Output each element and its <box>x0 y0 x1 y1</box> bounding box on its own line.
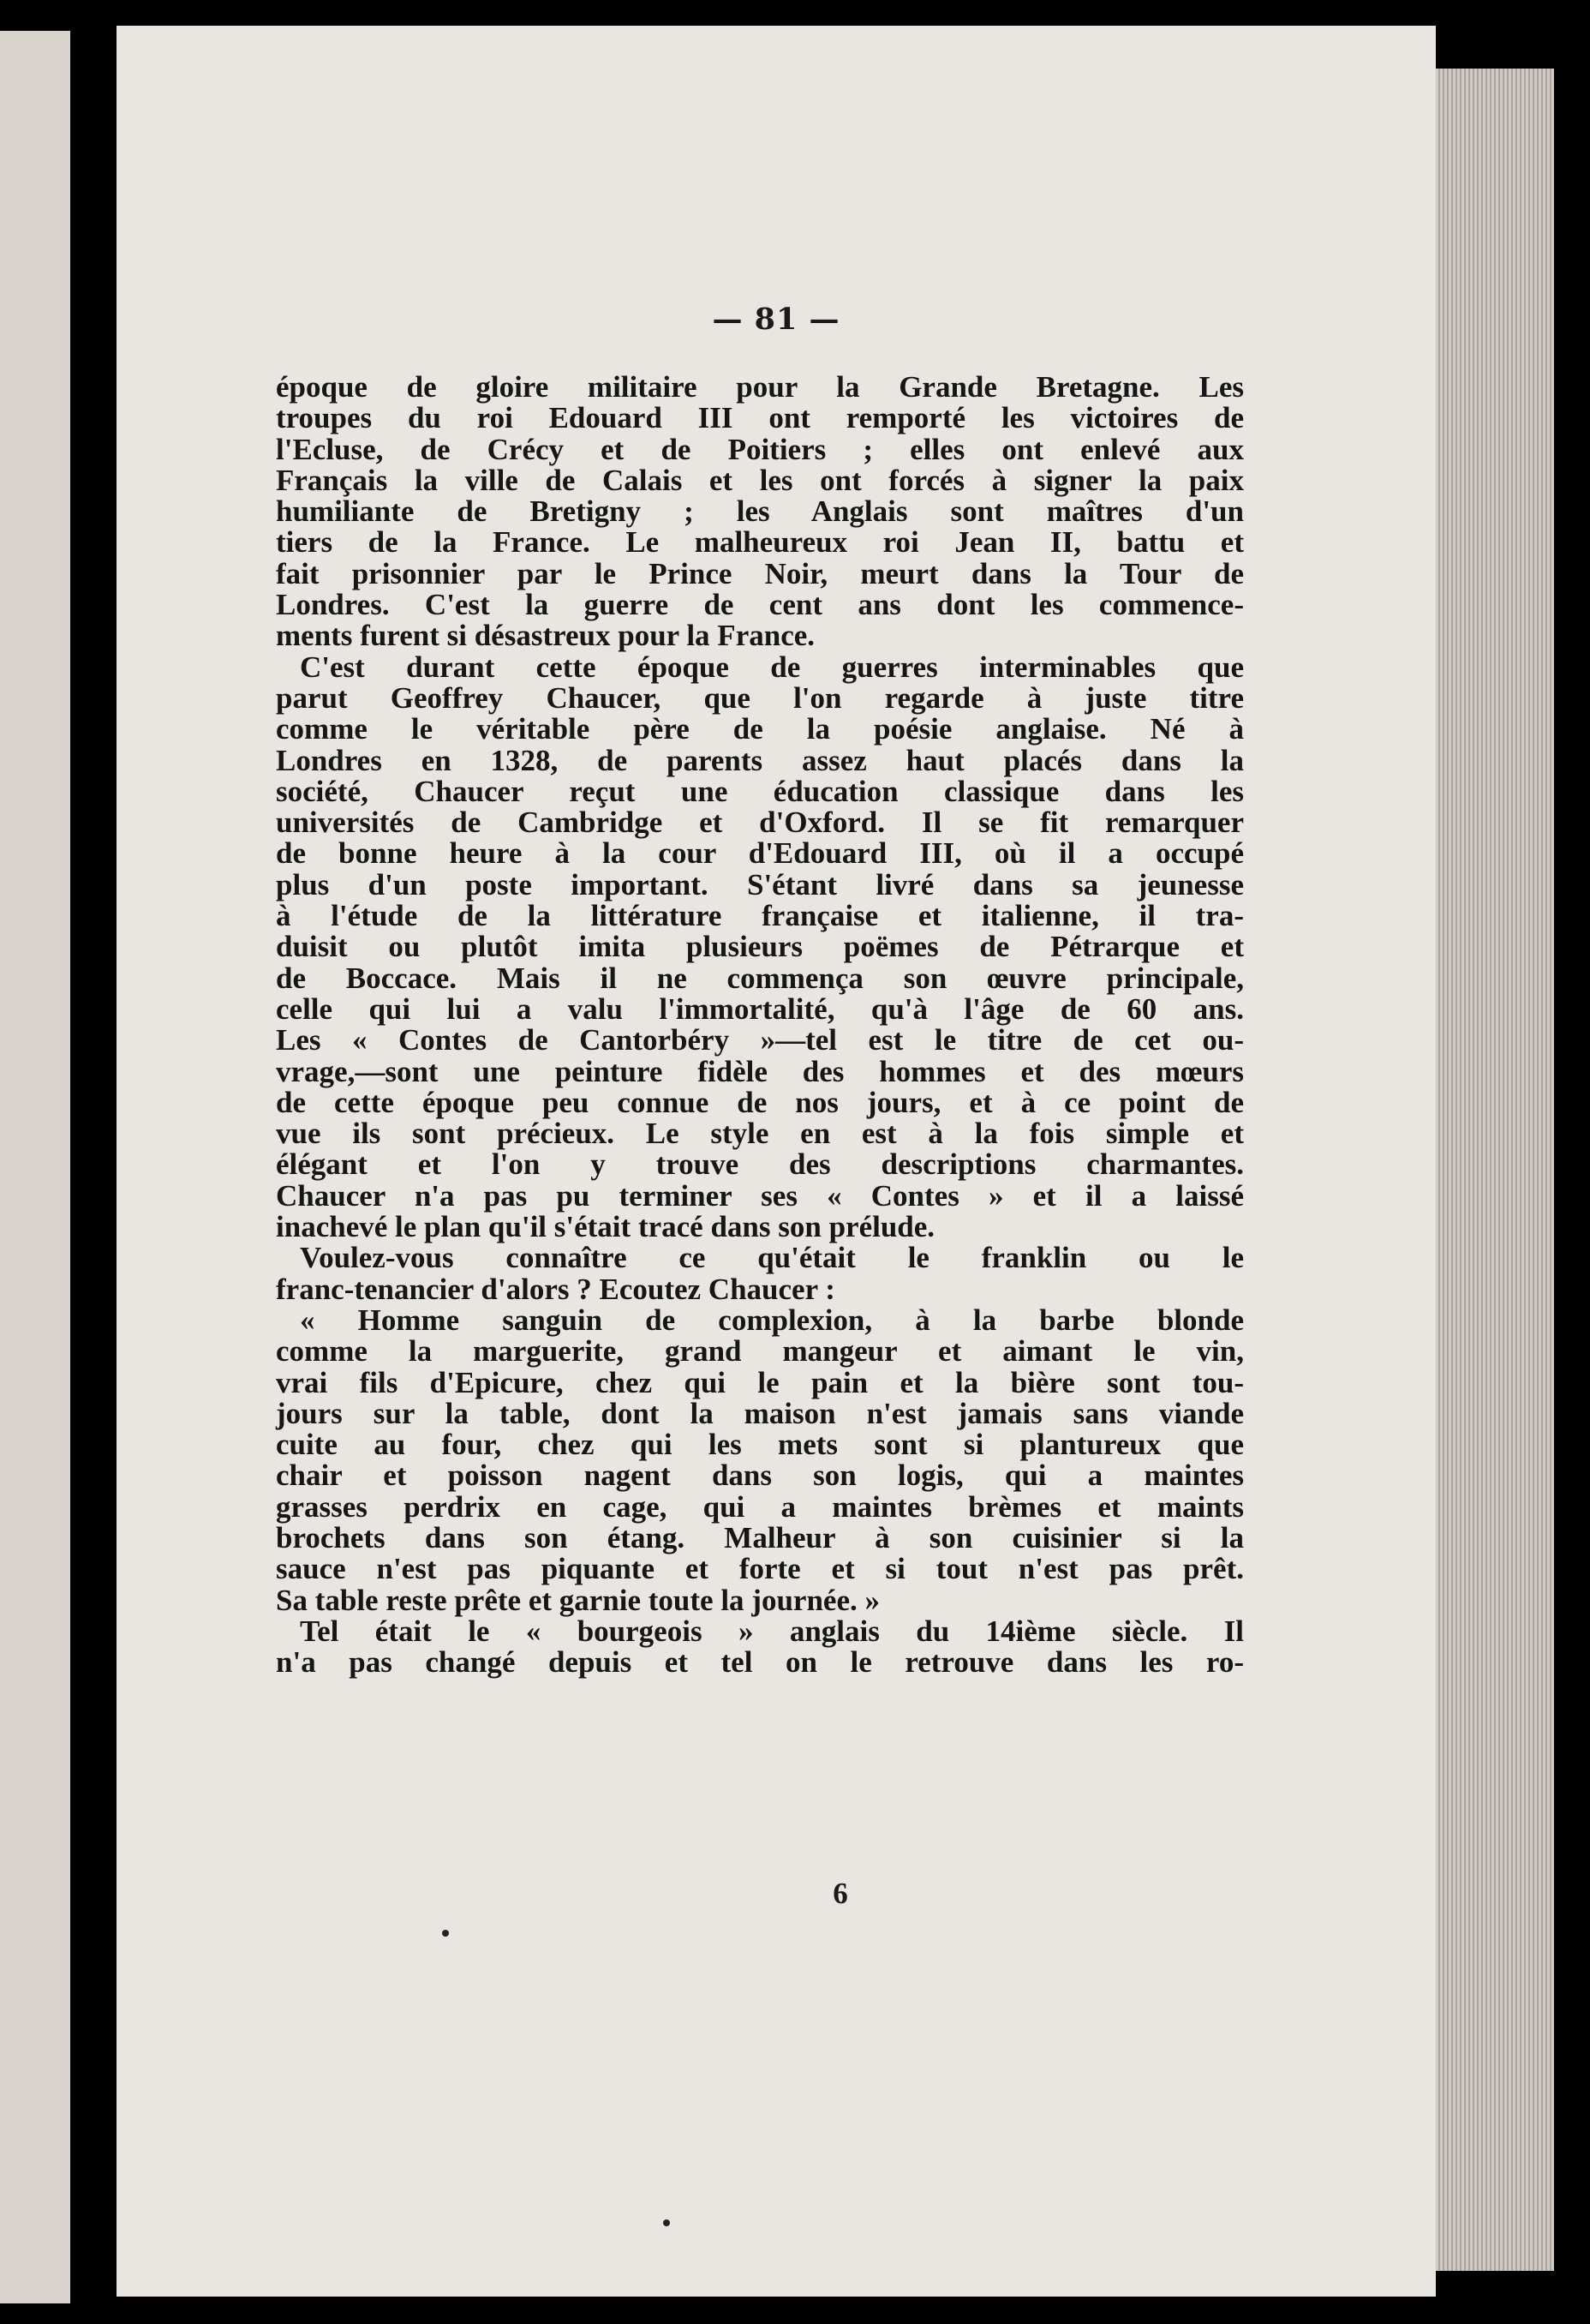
text-line: jours sur la table, dont la maison n'est jamais sans viande <box>276 1396 1244 1430</box>
text-line: C'est durant cette époque de guerres interminables que <box>300 650 1244 684</box>
text-line: vue ils sont précieux. Le style en est à la fois simple et <box>276 1117 1244 1151</box>
book-gutter <box>70 31 99 2303</box>
text-line: Londres. C'est la guerre de cent ans dont les commence- <box>276 588 1244 622</box>
text-line: l'Ecluse, de Crécy et de Poitiers ; elles ont enlevé aux <box>276 432 1244 466</box>
text-line: Français la ville de Calais et les ont forcés à signer la paix <box>276 463 1244 497</box>
text-line: fait prisonnier par le Prince Noir, meurt dans la Tour de <box>276 556 1244 590</box>
signature-mark: 6 <box>833 1877 848 1910</box>
text-line: chair et poisson nagent dans son logis, qui a maintes <box>276 1458 1244 1493</box>
text-line: de bonne heure à la cour d'Edouard III, où il a occupé <box>276 836 1244 871</box>
text-line: comme le véritable père de la poésie anglaise. Né à <box>276 712 1244 746</box>
text-line: parut Geoffrey Chaucer, que l'on regarde à juste titre <box>276 680 1244 715</box>
book-page <box>117 26 1436 2297</box>
text-line: ments furent si désastreux pour la France. <box>276 619 816 653</box>
page-number: — 81 — <box>712 302 840 337</box>
facing-page-edge <box>0 31 70 2303</box>
text-line: vrage,—sont une peinture fidèle des hommes et des mœurs <box>276 1054 1244 1088</box>
text-line: Tel était le « bourgeois » anglais du 14ième siècle. Il <box>300 1614 1244 1648</box>
text-line: grasses perdrix en cage, qui a maintes brèmes et maints <box>276 1489 1244 1524</box>
text-line: « Homme sanguin de complexion, à la barbe blonde <box>300 1303 1244 1337</box>
text-line: duisit ou plutôt imita plusieurs poëmes de Pétrarque et <box>276 930 1244 964</box>
text-line: Les « Contes de Cantorbéry »—tel est le titre de cet ou- <box>276 1023 1244 1057</box>
text-line: franc-tenancier d'alors ? Ecoutez Chaucer : <box>276 1272 835 1306</box>
text-line: de cette époque peu connue de nos jours, et à ce point de <box>276 1085 1244 1119</box>
text-line: Voulez-vous connaître ce qu'était le franklin ou le <box>300 1241 1244 1275</box>
text-line: n'a pas changé depuis et tel on le retrouve dans les ro- <box>276 1645 1244 1680</box>
text-line: Sa table reste prête et garnie toute la journée. » <box>276 1583 880 1617</box>
text-line: à l'étude de la littérature française et italienne, il tra- <box>276 899 1244 933</box>
text-line: comme la marguerite, grand mangeur et aimant le vin, <box>276 1334 1244 1369</box>
print-speck <box>442 1930 449 1937</box>
text-line: société, Chaucer reçut une éducation classique dans les <box>276 774 1244 808</box>
text-line: humiliante de Bretigny ; les Anglais sont maîtres d'un <box>276 494 1244 529</box>
text-line: Chaucer n'a pas pu terminer ses « Contes » et il a laissé <box>276 1178 1244 1213</box>
text-line: de Boccace. Mais il ne commença son œuvre principale, <box>276 961 1244 995</box>
page-text <box>276 372 1244 1678</box>
text-line: plus d'un poste important. S'étant livré dans sa jeunesse <box>276 867 1244 901</box>
text-line: brochets dans son étang. Malheur à son cuisinier si la <box>276 1520 1244 1554</box>
text-line: vrai fils d'Epicure, chez qui le pain et la bière sont tou- <box>276 1365 1244 1399</box>
text-line: époque de gloire militaire pour la Grande Bretagne. Les <box>276 370 1244 404</box>
text-line: troupes du roi Edouard III ont remporté les victoires de <box>276 401 1244 435</box>
text-line: inachevé le plan qu'il s'était tracé dans son prélude. <box>276 1210 935 1244</box>
text-line: élégant et l'on y trouve des descriptions charmantes. <box>276 1147 1244 1182</box>
text-line: universités de Cambridge et d'Oxford. Il se fit remarquer <box>276 806 1244 840</box>
page-stack-edges <box>1436 69 1554 2271</box>
text-line: tiers de la France. Le malheureux roi Jean II, battu et <box>276 525 1244 560</box>
text-line: Londres en 1328, de parents assez haut placés dans la <box>276 743 1244 777</box>
text-line: celle qui lui a valu l'immortalité, qu'à l'âge de 60 ans. <box>276 991 1244 1026</box>
text-line: sauce n'est pas piquante et forte et si tout n'est pas prêt. <box>276 1552 1244 1586</box>
text-line: cuite au four, chez qui les mets sont si plantureux que <box>276 1428 1244 1462</box>
print-speck <box>663 2219 670 2226</box>
